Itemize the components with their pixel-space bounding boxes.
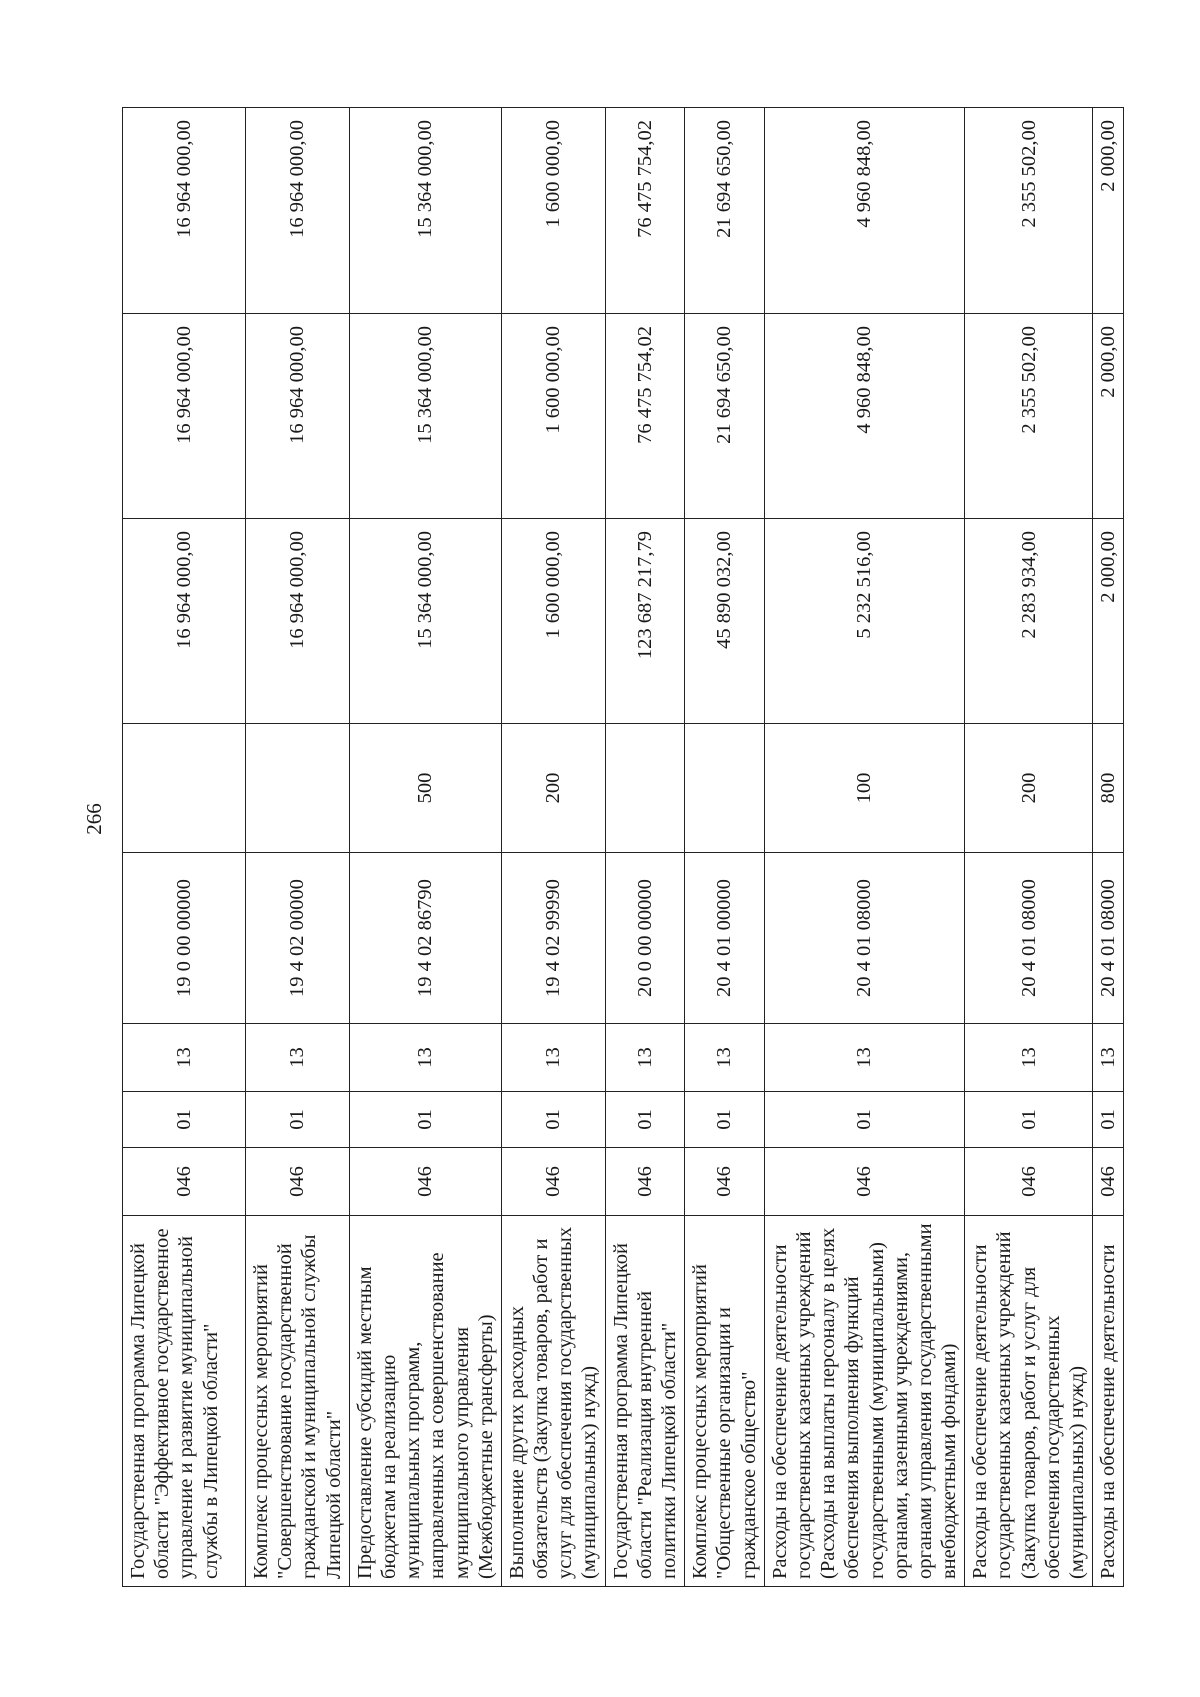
cell-grbs: 046: [685, 1148, 765, 1216]
cell-year2: 76 475 754,02: [605, 314, 685, 519]
cell-name: Расходы на обеспечение деятельности государственных казенных учреждений (Закупка товаров, работ и услуг для обеспечения государственных (муниципальных) нужд): [965, 1216, 1093, 1587]
cell-year3: 21 694 650,00: [685, 108, 765, 314]
cell-subsection: 13: [764, 1024, 965, 1092]
cell-expense-type: 500: [349, 724, 501, 853]
cell-subsection: 13: [965, 1024, 1093, 1092]
cell-year3: 16 964 000,00: [246, 108, 350, 314]
cell-subsection: 13: [349, 1024, 501, 1092]
cell-grbs: 046: [246, 1148, 350, 1216]
cell-section: 01: [501, 1092, 605, 1148]
cell-year2: 21 694 650,00: [685, 314, 765, 519]
cell-expense-type: [685, 724, 765, 853]
cell-year1: 2 000,00: [1093, 519, 1124, 724]
cell-grbs: 046: [123, 1148, 246, 1216]
cell-expense-type: [123, 724, 246, 853]
cell-grbs: 046: [764, 1148, 965, 1216]
cell-grbs: 046: [965, 1148, 1093, 1216]
cell-section: 01: [685, 1092, 765, 1148]
cell-grbs: 046: [349, 1148, 501, 1216]
cell-expense-type: 200: [501, 724, 605, 853]
cell-subsection: 13: [605, 1024, 685, 1092]
cell-year2: 2 000,00: [1093, 314, 1124, 519]
cell-year3: 4 960 848,00: [764, 108, 965, 314]
cell-subsection: 13: [501, 1024, 605, 1092]
cell-year3: 2 355 502,00: [965, 108, 1093, 314]
cell-name: Комплекс процессных мероприятий "Совершенствование государственной гражданской и муниципальной службы Липецкой области": [246, 1216, 350, 1587]
cell-name: Расходы на обеспечение деятельности государственных казенных учреждений (Расходы на выплаты персоналу в целях обеспечения выполнения функций государственными (муниципальными) органами, казенными учреждениями, органами управления государственными внебюджетными фондами): [764, 1216, 965, 1587]
cell-year1: 123 687 217,79: [605, 519, 685, 724]
table-row: [685, 108, 765, 1587]
cell-name: Государственная программа Липецкой области "Реализация внутренней политики Липецкой области": [605, 1216, 685, 1587]
table-row: [246, 108, 350, 1587]
cell-expense-type: [605, 724, 685, 853]
cell-expense-type: [246, 724, 350, 853]
cell-name: Выполнение других расходных обязательств (Закупка товаров, работ и услуг для обеспечения государственных (муниципальных) нужд): [501, 1216, 605, 1587]
table-row: [965, 108, 1093, 1587]
cell-year1: 16 964 000,00: [246, 519, 350, 724]
cell-year1: 15 364 000,00: [349, 519, 501, 724]
cell-target-article: 19 4 02 86790: [349, 853, 501, 1024]
cell-expense-type: 200: [965, 724, 1093, 853]
cell-subsection: 13: [246, 1024, 350, 1092]
cell-year1: 2 283 934,00: [965, 519, 1093, 724]
cell-grbs: 046: [501, 1148, 605, 1216]
cell-target-article: 20 4 01 08000: [764, 853, 965, 1024]
cell-section: 01: [246, 1092, 350, 1148]
cell-target-article: 19 0 00 00000: [123, 853, 246, 1024]
cell-year3: 76 475 754,02: [605, 108, 685, 314]
cell-grbs: 046: [605, 1148, 685, 1216]
cell-section: 01: [965, 1092, 1093, 1148]
table-row: [349, 108, 501, 1587]
cell-section: 01: [605, 1092, 685, 1148]
cell-year2: 15 364 000,00: [349, 314, 501, 519]
cell-section: 01: [764, 1092, 965, 1148]
cell-target-article: 19 4 02 00000: [246, 853, 350, 1024]
cell-subsection: 13: [123, 1024, 246, 1092]
cell-name: Предоставление субсидий местным бюджетам на реализацию муниципальных программ, направленных на совершенствование муниципального управления (Межбюджетные трансферты): [349, 1216, 501, 1587]
cell-section: 01: [123, 1092, 246, 1148]
table-row: [605, 108, 685, 1587]
cell-expense-type: 800: [1093, 724, 1124, 853]
cell-target-article: 20 4 01 08000: [1093, 853, 1124, 1024]
cell-target-article: 20 0 00 00000: [605, 853, 685, 1024]
cell-year2: 4 960 848,00: [764, 314, 965, 519]
cell-name: Государственная программа Липецкой области "Эффективное государственное управление и развитие муниципальной службы в Липецкой области": [123, 1216, 246, 1587]
table-row: [501, 108, 605, 1587]
cell-target-article: 20 4 01 00000: [685, 853, 765, 1024]
cell-section: 01: [1093, 1092, 1124, 1148]
cell-year2: 16 964 000,00: [246, 314, 350, 519]
cell-section: 01: [349, 1092, 501, 1148]
cell-expense-type: 100: [764, 724, 965, 853]
cell-target-article: 20 4 01 08000: [965, 853, 1093, 1024]
cell-year2: 1 600 000,00: [501, 314, 605, 519]
table-row: [764, 108, 965, 1587]
table-body: [123, 108, 1124, 1587]
cell-subsection: 13: [685, 1024, 765, 1092]
cell-year2: 2 355 502,00: [965, 314, 1093, 519]
budget-table: [122, 107, 1124, 1587]
cell-subsection: 13: [1093, 1024, 1124, 1092]
cell-year1: 5 232 516,00: [764, 519, 965, 724]
cell-name: Комплекс процессных мероприятий "Общественные организации и гражданское общество": [685, 1216, 765, 1587]
cell-year1: 45 890 032,00: [685, 519, 765, 724]
table-row: [1093, 108, 1124, 1587]
cell-name: Расходы на обеспечение деятельности: [1093, 1216, 1124, 1587]
cell-year3: 2 000,00: [1093, 108, 1124, 314]
cell-year1: 1 600 000,00: [501, 519, 605, 724]
page-number: 266: [82, 803, 106, 835]
cell-year3: 1 600 000,00: [501, 108, 605, 314]
cell-grbs: 046: [1093, 1148, 1124, 1216]
cell-target-article: 19 4 02 99990: [501, 853, 605, 1024]
cell-year2: 16 964 000,00: [123, 314, 246, 519]
cell-year3: 16 964 000,00: [123, 108, 246, 314]
cell-year1: 16 964 000,00: [123, 519, 246, 724]
table-row: [123, 108, 246, 1587]
cell-year3: 15 364 000,00: [349, 108, 501, 314]
